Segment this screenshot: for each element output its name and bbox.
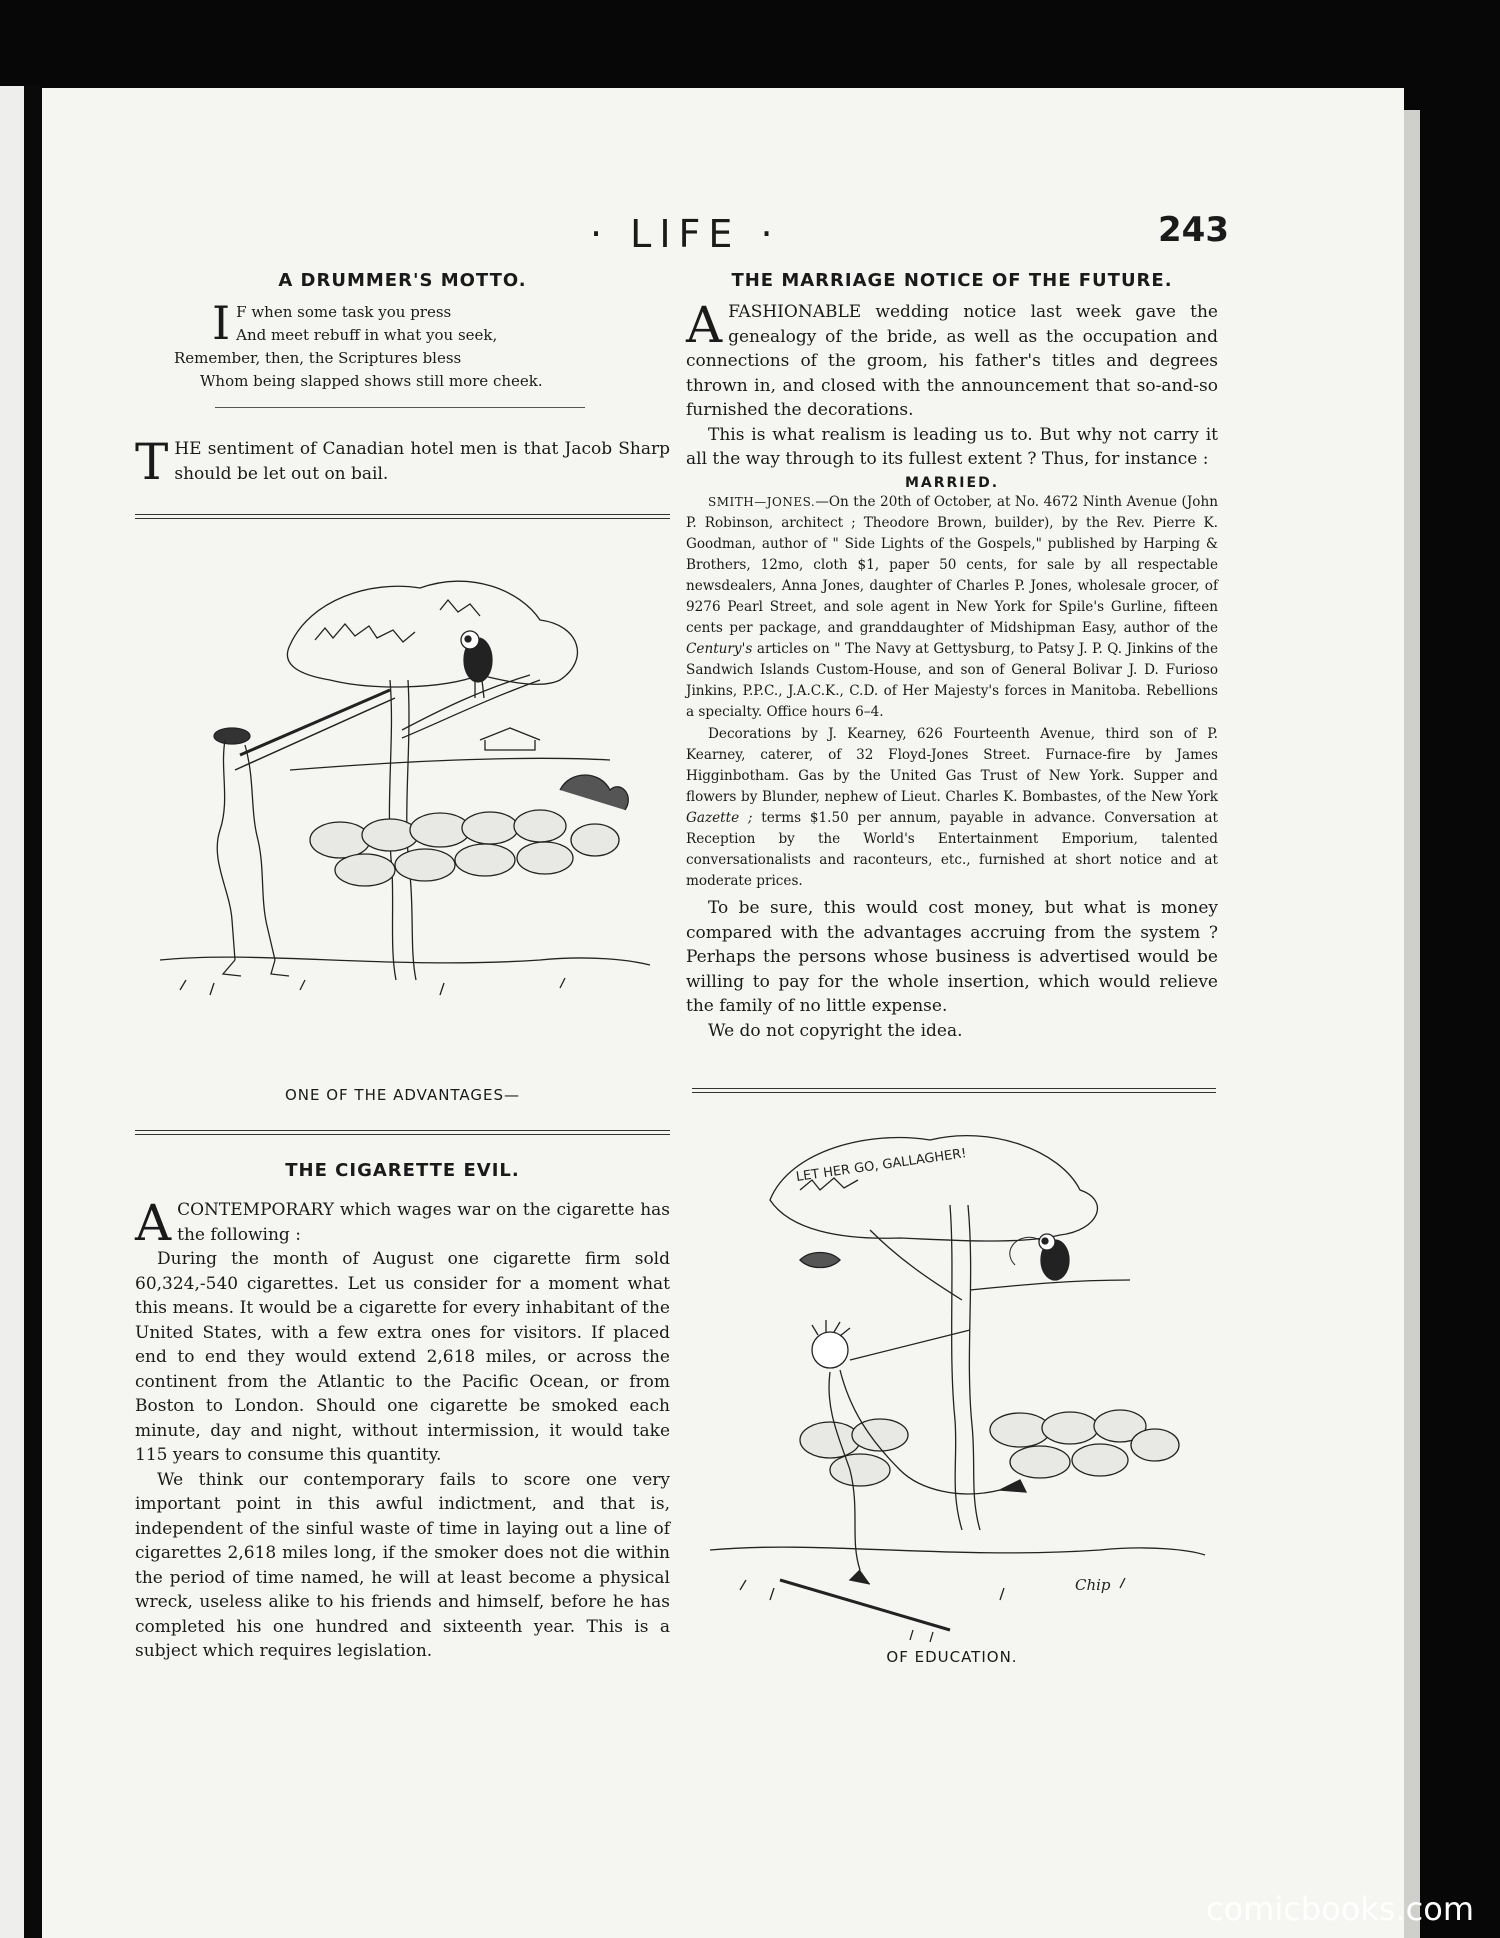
- poem-line-1: F when some task you press: [236, 303, 452, 321]
- cigarette-article: [135, 1194, 670, 1664]
- gutter-shadow: [24, 86, 42, 1938]
- page-number: 243: [1158, 210, 1229, 250]
- drummer-poem: [174, 296, 632, 393]
- cigarette-intro: ACONTEMPORARY which wages war on the cigarette has the following :: [135, 1194, 670, 1252]
- speech-text: LET HER GO, GALLAGHER!: [795, 1146, 968, 1185]
- hunter-parrot-illustration: [140, 540, 660, 1040]
- marriage-notice-2: Decorations by J. Kearney, 626 Fourteenth Avenue, third son of P. Kearney, caterer, of 32 Floyd-Jones Street. Furnace-fire by James Higginbotham. Gas by the United Gas Trust of New York. Supper and flowers by Blunder, nephew of Lieut. Charles K. Bombastes, of the New York Gazette ; terms $1.50 per annum, payable in advance. Conversation at Reception by the World's Entertainment Emporium, talented conversationalists and raconteurs, etc., furnished at short notice and at moderate prices.: [686, 725, 1218, 890]
- marriage-heading: THE MARRIAGE NOTICE OF THE FUTURE.: [731, 270, 1173, 291]
- poem-line-4: Whom being slapped shows still more cheek.: [200, 372, 543, 390]
- marriage-dropcap: A: [686, 296, 723, 354]
- poem-line-3: Remember, then, the Scriptures bless: [174, 349, 462, 367]
- marriage-paragraph-1: AFASHIONABLE wedding notice last week gave the genealogy of the bride, as well as the occupation and connections of the groom, his father's titles and degrees thrown in, and closed with the announcement that so-and-so furnished the decorations.: [686, 296, 1218, 420]
- marriage-article: [686, 296, 1218, 1043]
- cigarette-heading: THE CIGARETTE EVIL.: [285, 1160, 520, 1181]
- cigarette-dropcap: A: [135, 1194, 172, 1252]
- artist-signature: Chip: [1075, 1576, 1111, 1594]
- cigarette-paragraph-1: During the month of August one cigarette firm sold 60,324,-540 cigarettes. Let us consider for a moment what this means. It would be a cigarette for every inhabitant of the United States, with a few extra ones for visitors. If placed end to end they would extend 2,618 miles, or across the continent from the Atlantic to the Pacific Ocean, or from Boston to London. Should one cigarette be smoked each minute, day and night, without intermission, it would take 115 years to consume this quantity.: [135, 1249, 670, 1465]
- masthead-title: · LIFE ·: [590, 212, 781, 256]
- divider-right: [692, 1088, 1216, 1093]
- site-watermark: comicbooks.com: [1205, 1890, 1474, 1928]
- fallen-hunter-illustration: [700, 1110, 1210, 1650]
- marriage-paragraph-4: We do not copyright the idea.: [708, 1020, 963, 1041]
- drummer-heading: A DRUMMER'S MOTTO.: [278, 270, 527, 291]
- illustration2-caption: OF EDUCATION.: [886, 1648, 1018, 1666]
- illustration1-caption: ONE OF THE ADVANTAGES—: [284, 1086, 521, 1104]
- drummer-dropcap: I: [212, 296, 231, 350]
- poem-line-2: And meet rebuff in what you seek,: [236, 326, 498, 344]
- married-heading: MARRIED.: [904, 474, 1000, 491]
- marriage-notice-1: SMITH—JONES.—On the 20th of October, at No. 4672 Ninth Avenue (John P. Robinson, architect ; Theodore Brown, builder), by the Rev. Pierre K. Goodman, author of " Side Lights of the Gospels," published by Harping & Brothers, 12mo, cloth $1, paper 50 cents, for sale by all respectable newsdealers, Anna Jones, daughter of Charles P. Jones, wholesale grocer, of 9276 Pearl Street, and sole agent in New York for Spile's Gurline, fifteen cents per package, and granddaughter of Midshipman Easy, author of the Century's articles on " The Navy at Gettysburg, to Patsy J. P. Q. Jinkins of the Sandwich Islands Custom-House, and son of General Bolivar J. D. Furioso Jinkins, P.P.C., J.A.C.K., C.D. of Her Majesty's forces in Manitoba. Rebellions a specialty. Office hours 6–4.: [686, 493, 1218, 721]
- marriage-paragraph-2: This is what realism is leading us to. But why not carry it all the way through to its fullest extent ? Thus, for instance :: [686, 424, 1218, 469]
- marriage-paragraph-3: To be sure, this would cost money, but what is money compared with the advantages accruing from the system ? Perhaps the persons whose business is advertised would be willing to pay for the whole insertion, which would relieve the family of no little expense.: [686, 898, 1218, 1017]
- right-page-edge: [1404, 110, 1420, 1938]
- sharp-dropcap: T: [135, 433, 169, 491]
- divider-left-1: [135, 514, 670, 519]
- divider-left-2: [135, 1130, 670, 1135]
- cigarette-paragraph-2: We think our contemporary fails to score one very important point in this awful indictment, and that is, independent of the sinful waste of time in laying out a line of cigarettes 2,618 miles long, if the smoker does not die within the period of time named, he will at least become a physical wreck, useless alike to his friends and himself, before he has completed his one hundred and sixteenth year. This is a subject which requires legislation.: [135, 1469, 670, 1661]
- sharp-paragraph: T HE sentiment of Canadian hotel men is that Jacob Sharp should be let out on bail.: [135, 433, 670, 491]
- poem-rule: [215, 407, 585, 408]
